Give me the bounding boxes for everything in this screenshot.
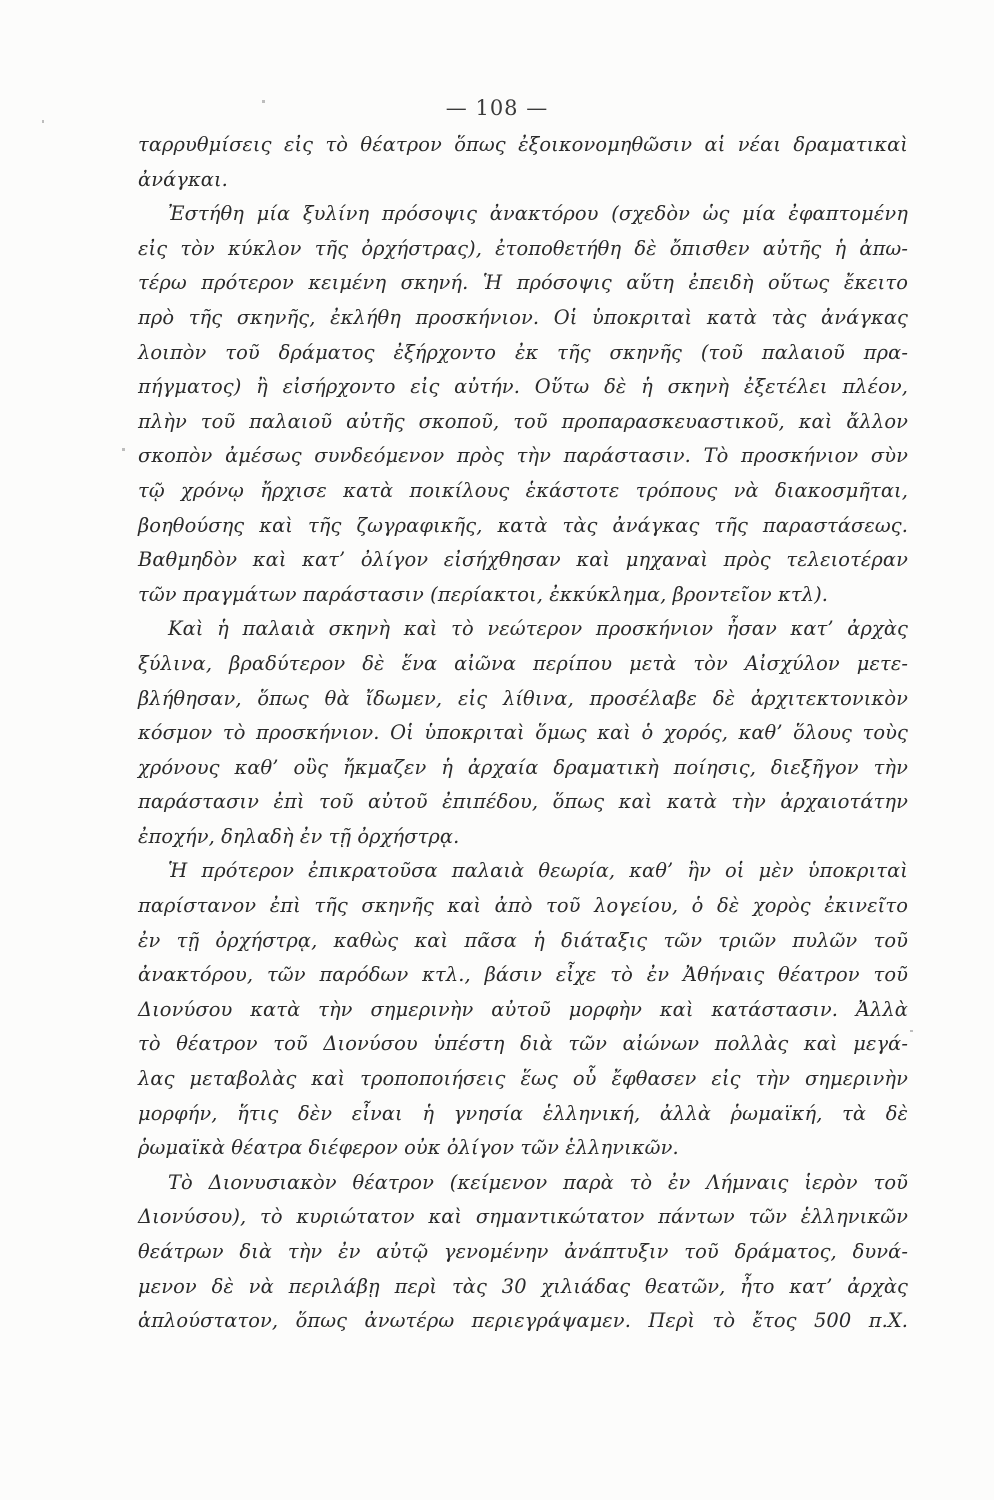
text-line: σκοπὸν ἀμέσως συνδεόμενον πρὸς τὴν παράστασιν. Τὸ προσκήνιον σὺν	[138, 444, 908, 468]
text-line: τέρω πρότερον κειμένη σκηνή. Ἡ πρόσοψις αὕτη ἐπειδὴ οὕτως ἔκειτο	[138, 271, 908, 295]
text-line: τὸ θέατρον τοῦ Διονύσου ὑπέστη διὰ τῶν αἰώνων πολλὰς καὶ μεγά-	[138, 1032, 908, 1056]
text-line: λας μεταβολὰς καὶ τροποποιήσεις ἕως οὗ ἔφθασεν εἰς τὴν σημερινὴν	[138, 1067, 908, 1091]
text-line: βοηθούσης καὶ τῆς ζωγραφικῆς, κατὰ τὰς ἀνάγκας τῆς παραστάσεως.	[138, 513, 908, 537]
text-line: ἁπλούστατον, ὅπως ἀνωτέρω περιεγράψαμεν. Περὶ τὸ ἔτος 500 π.Χ.	[138, 1309, 908, 1333]
paragraph-first-line: Τὸ Διονυσιακὸν θέατρον (κείμενον παρὰ τὸ ἐν Λήμναις ἱερὸν τοῦ	[168, 1170, 908, 1194]
text-line: βλήθησαν, ὅπως θὰ ἴδωμεν, εἰς λίθινα, προσέλαβε δὲ ἀρχιτεκτονικὸν	[138, 686, 908, 710]
text-line: κόσμον τὸ προσκήνιον. Οἱ ὑποκριταὶ ὅμως καὶ ὁ χορός, καθ’ ὅλους τοὺς	[138, 721, 908, 745]
text-line: ἀνάγκαι.	[138, 167, 228, 191]
text-line: τῷ χρόνῳ ἤρχισε κατὰ ποικίλους ἑκάστοτε τρόπους νὰ διακοσμῆται,	[138, 478, 908, 502]
text-line: Βαθμηδὸν καὶ κατ’ ὀλίγον εἰσήχθησαν καὶ μηχαναὶ πρὸς τελειοτέραν	[138, 548, 908, 572]
text-line: λοιπὸν τοῦ δράματος ἐξήρχοντο ἐκ τῆς σκηνῆς (τοῦ παλαιοῦ πρα-	[138, 340, 908, 364]
scan-speck	[910, 1030, 913, 1032]
text-line: πρὸ τῆς σκηνῆς, ἐκλήθη προσκήνιον. Οἱ ὑποκριταὶ κατὰ τὰς ἀνάγκας	[138, 305, 908, 329]
text-line: ταρρυθμίσεις εἰς τὸ θέατρον ὅπως ἐξοικονομηθῶσιν αἱ νέαι δραματικαὶ	[138, 133, 908, 156]
text-line: ἐν τῇ ὀρχήστρᾳ, καθὼς καὶ πᾶσα ἡ διάταξις τῶν τριῶν πυλῶν τοῦ	[138, 928, 908, 952]
text-line: παράστασιν ἐπὶ τοῦ αὐτοῦ ἐπιπέδου, ὅπως καὶ κατὰ τὴν ἀρχαιοτάτην	[138, 790, 908, 814]
text-line: τῶν πραγμάτων παράστασιν (περίακτοι, ἐκκύκλημα, βροντεῖον κτλ).	[138, 582, 829, 606]
text-line: πήγματος) ἢ εἰσήρχοντο εἰς αὐτήν. Οὕτω δὲ ἡ σκηνὴ ἐξετέλει πλέον,	[138, 375, 908, 399]
text-line: πλὴν τοῦ παλαιοῦ αὐτῆς σκοποῦ, τοῦ προπαρασκευαστικοῦ, καὶ ἄλλον	[138, 409, 908, 433]
text-line: μορφήν, ἥτις δὲν εἶναι ἡ γνησία ἑλληνική, ἀλλὰ ῥωμαϊκή, τὰ δὲ	[138, 1101, 908, 1125]
scan-speck	[42, 120, 44, 123]
page-number: — 108 —	[445, 96, 549, 120]
text-line: ῥωμαϊκὰ θέατρα διέφερον οὐκ ὀλίγον τῶν ἑλληνικῶν.	[138, 1136, 679, 1160]
text-line: θεάτρων διὰ τὴν ἐν αὐτῷ γενομένην ἀνάπτυξιν τοῦ δράματος, δυνά-	[138, 1240, 908, 1263]
text-line: ἐποχήν, δηλαδὴ ἐν τῇ ὀρχήστρᾳ.	[138, 824, 460, 848]
text-line: παρίστανον ἐπὶ τῆς σκηνῆς καὶ ἀπὸ τοῦ λογείου, ὁ δὲ χορὸς ἐκινεῖτο	[138, 894, 908, 918]
text-line: χρόνους καθ’ οὓς ἤκμαζεν ἡ ἀρχαία δραματικὴ ποίησις, διεξῆγον τὴν	[138, 755, 908, 779]
text-line: μενον δὲ νὰ περιλάβῃ περὶ τὰς 30 χιλιάδας θεατῶν, ἦτο κατ’ ἀρχὰς	[138, 1274, 908, 1298]
text-line: Διονύσου), τὸ κυριώτατον καὶ σημαντικώτατον πάντων τῶν ἑλληνικῶν	[138, 1205, 908, 1229]
paragraph-first-line: Ἡ πρότερον ἐπικρατοῦσα παλαιὰ θεωρία, καθ’ ἣν οἱ μὲν ὑποκριταὶ	[168, 859, 908, 883]
text-line: εἰς τὸν κύκλον τῆς ὀρχήστρας), ἐτοποθετήθη δὲ ὄπισθεν αὐτῆς ἡ ἀπω-	[138, 236, 908, 260]
paragraph-first-line: Καὶ ἡ παλαιὰ σκηνὴ καὶ τὸ νεώτερον προσκήνιον ἦσαν κατ’ ἀρχὰς	[168, 617, 908, 641]
text-line: Διονύσου κατὰ τὴν σημερινὴν αὐτοῦ μορφὴν καὶ κατάστασιν. Ἀλλὰ	[138, 997, 908, 1021]
text-line: ξύλινα, βραδύτερον δὲ ἕνα αἰῶνα περίπου μετὰ τὸν Αἰσχύλον μετε-	[138, 651, 908, 675]
scan-speck	[122, 448, 125, 451]
paragraph-first-line: Ἐστήθη μία ξυλίνη πρόσοψις ἀνακτόρου (σχεδὸν ὡς μία ἐφαπτομένη	[168, 202, 908, 226]
body-text	[138, 128, 908, 1339]
text-line: ἀνακτόρου, τῶν παρόδων κτλ., βάσιν εἶχε τὸ ἐν Ἀθήναις θέατρον τοῦ	[138, 963, 908, 987]
